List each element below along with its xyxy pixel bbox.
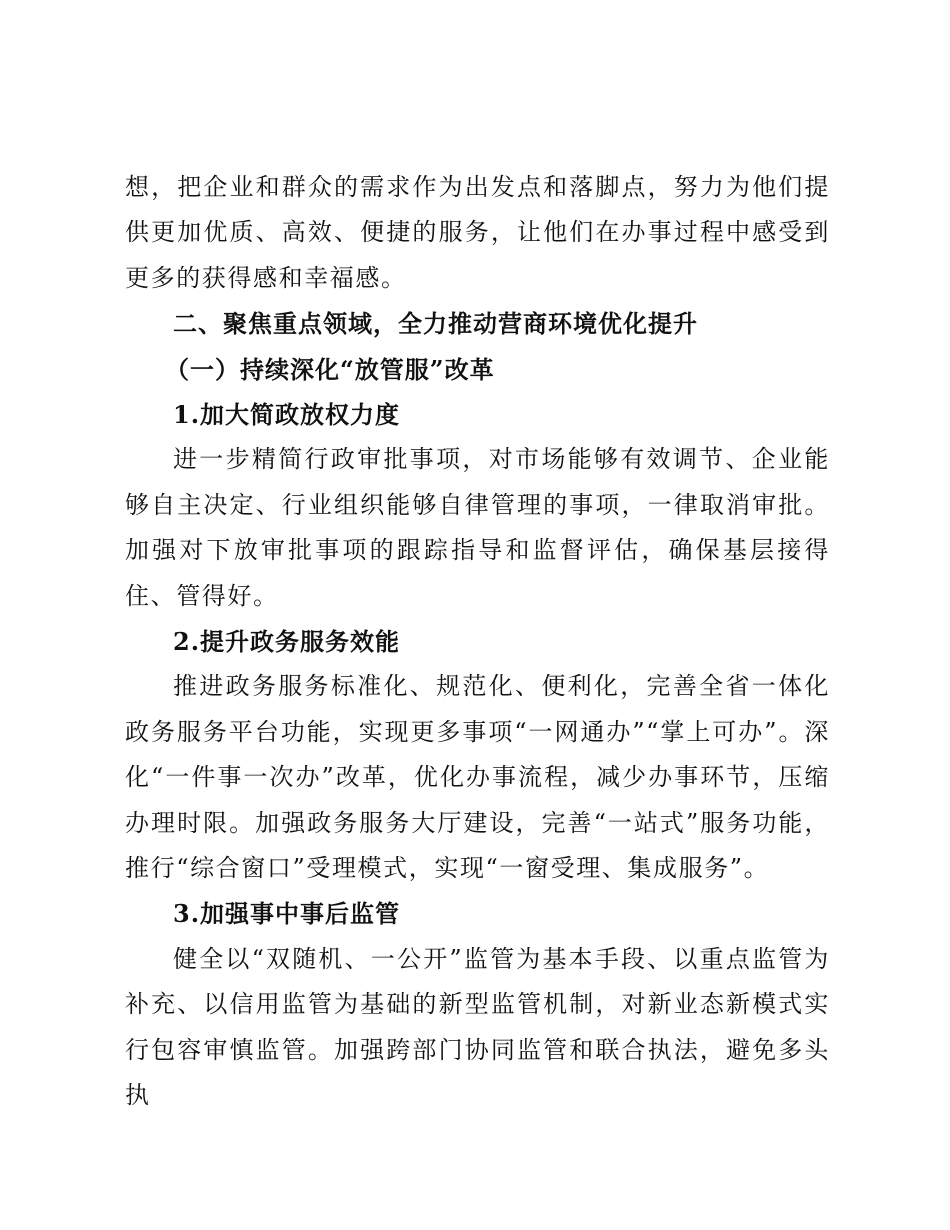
item-2-title: 2.提升政务服务效能	[173, 627, 401, 657]
item-1-title: 1.加大简政放权力度	[173, 400, 401, 429]
item-3-title: 3.加强事中事后监管	[173, 899, 401, 929]
item-1-body: 进一步精简行政审批事项，对市场能够有效调节、企业能够自主决定、行业组织能够自律管理的事项，一律取消审批。加强对下放审批事项的跟踪指导和监督评估，确保基层接得住、管得好。	[125, 445, 830, 610]
section-heading: 二、聚焦重点领域，全力推动营商环境优化提升	[173, 309, 698, 339]
subsection-heading: （一）持续深化“放管服”改革	[165, 354, 495, 384]
intro-paragraph: 想，把企业和群众的需求作为出发点和落脚点，努力为他们提供更加优质、高效、便捷的服务，让他们在办事过程中感受到更多的获得感和幸福感。	[125, 173, 830, 292]
item-2-body: 推进政务服务标准化、规范化、便利化，完善全省一体化政务服务平台功能，实现更多事项“一网通办”“掌上可办”。深化“一件事一次办”改革，优化办事流程，减少办事环节，压缩办理时限。加强政务服务大厅建设，完善“一站式”服务功能，推行“综合窗口”受理模式，实现“一窗受理、集成服务”。	[125, 672, 830, 883]
document-body	[125, 165, 830, 1118]
item-3-body: 健全以“双随机、一公开”监管为基本手段、以重点监管为补充、以信用监管为基础的新型监管机制，对新业态新模式实行包容审慎监管。加强跨部门协同监管和联合执法，避免多头执	[125, 944, 830, 1110]
